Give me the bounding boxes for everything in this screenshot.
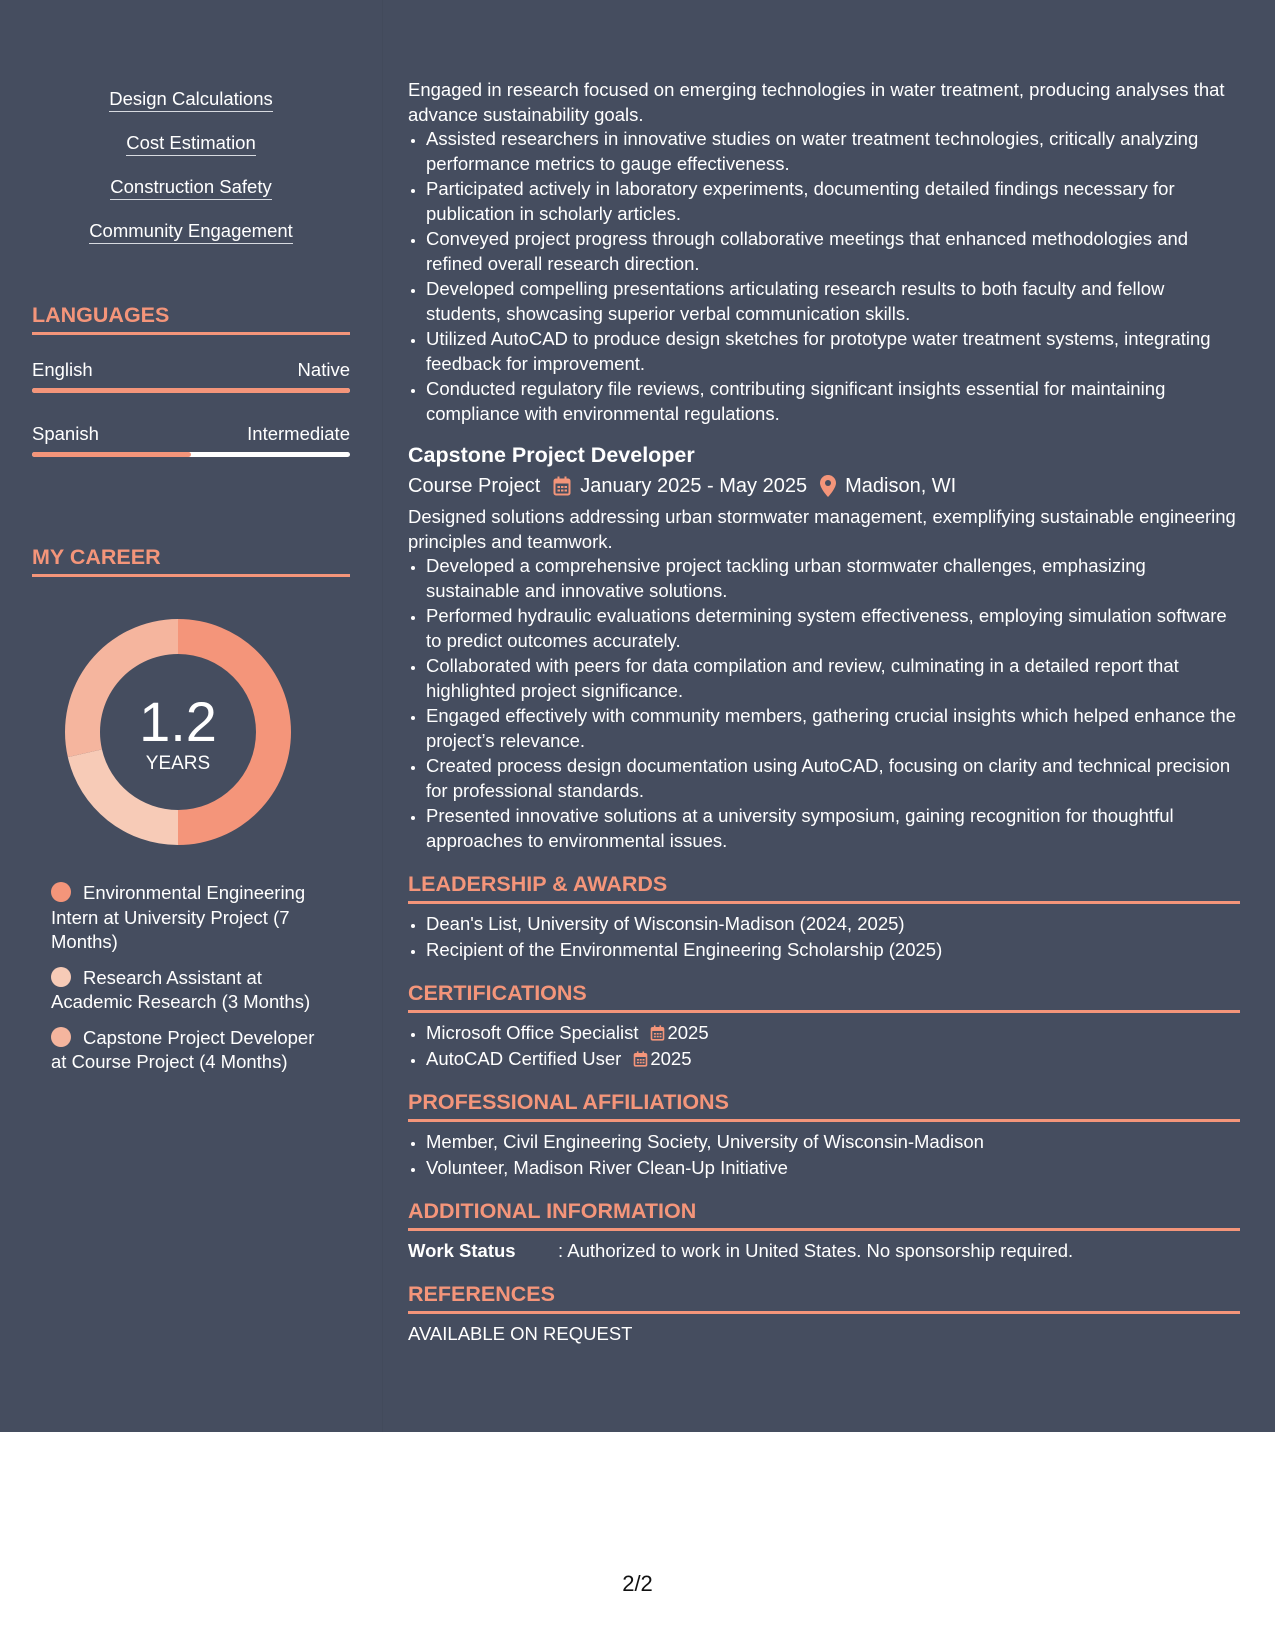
- location-pin-icon: [820, 475, 836, 497]
- list-item: • Volunteer, Madison River Clean-Up Initiative: [426, 1156, 1240, 1181]
- section-title: LEADERSHIP & AWARDS: [408, 871, 1240, 904]
- language-bar: [32, 388, 350, 393]
- work-status-value: : Authorized to work in United States. No sponsorship required.: [558, 1240, 1074, 1261]
- affiliations-list: [408, 1130, 1240, 1180]
- list-item: • Developed a comprehensive project tackling urban stormwater challenges, emphasizing sustainable and innovative solutions.: [426, 554, 1240, 603]
- affiliations-section: [408, 1089, 1240, 1180]
- legend-dot-icon: [51, 882, 71, 902]
- skill-item[interactable]: Community Engagement: [89, 220, 293, 244]
- job-title: Capstone Project Developer: [408, 443, 695, 467]
- skill-item[interactable]: Design Calculations: [109, 88, 273, 112]
- career-section: [32, 544, 350, 1072]
- section-title: CERTIFICATIONS: [408, 980, 1240, 1013]
- career-total-unit: YEARS: [145, 753, 211, 774]
- legend-label: Research Assistant at Academic Research (3 Months): [51, 966, 311, 1012]
- legend-label: Capstone Project Developer at Course Project (4 Months): [51, 1026, 315, 1072]
- language-level: Intermediate: [247, 423, 350, 444]
- legend-item: [51, 966, 321, 1015]
- legend-item: [51, 1026, 321, 1075]
- list-item: • Participated actively in laboratory experiments, documenting detailed findings necessary for publication in scholarly articles.: [426, 177, 1240, 226]
- language-name: Spanish: [32, 423, 99, 444]
- list-item: • Collaborated with peers for data compilation and review, culminating in a detailed report that highlighted project significance.: [426, 654, 1240, 703]
- skill-item[interactable]: Cost Estimation: [126, 132, 256, 156]
- cert-year: 2025: [667, 1022, 709, 1043]
- section-title: MY CAREER: [32, 544, 350, 577]
- list-item: [426, 1021, 1240, 1046]
- language-level: Native: [297, 359, 350, 380]
- legend-label: Environmental Engineering Intern at University Project (7 Months): [51, 882, 306, 952]
- language-bar: [32, 452, 350, 457]
- capstone-bullets: [408, 554, 1240, 853]
- career-legend: [51, 881, 321, 1086]
- job-dates: January 2025 - May 2025: [580, 475, 808, 497]
- cert-name: AutoCAD Certified User: [426, 1047, 622, 1069]
- skills-list: [32, 88, 350, 264]
- certifications-section: [408, 980, 1240, 1071]
- section-title: LANGUAGES: [32, 302, 350, 335]
- main-content: [408, 78, 1240, 1346]
- cert-date: [633, 1048, 691, 1069]
- section-title: ADDITIONAL INFORMATION: [408, 1198, 1240, 1231]
- list-item: • Assisted researchers in innovative studies on water treatment technologies, critically analyzing performance metrics to gauge effectiveness.: [426, 127, 1240, 176]
- list-item: • Performed hydraulic evaluations determining system effectiveness, employing simulation software to predict outcomes accurately.: [426, 604, 1240, 653]
- list-item: • Recipient of the Environmental Engineering Scholarship (2025): [426, 938, 1240, 963]
- language-row: [32, 423, 350, 445]
- additional-info-section: [408, 1198, 1240, 1263]
- language-bar-fill: [32, 452, 191, 457]
- job-summary: Designed solutions addressing urban stormwater management, exemplifying sustainable engineering principles and teamwork.: [408, 506, 1236, 552]
- references-section: [408, 1281, 1240, 1346]
- list-item: • Conducted regulatory file reviews, contributing significant insights essential for maintaining compliance with environmental regulations.: [426, 377, 1240, 426]
- list-item: • Engaged effectively with community members, gathering crucial insights which helped enhance the project’s relevance.: [426, 704, 1240, 753]
- calendar-icon: [633, 1051, 648, 1067]
- cert-date: [650, 1022, 708, 1043]
- calendar-icon: [553, 476, 571, 496]
- certifications-list: [408, 1021, 1240, 1071]
- legend-dot-icon: [51, 1027, 71, 1047]
- cert-year: 2025: [650, 1047, 692, 1069]
- calendar-icon: [650, 1025, 665, 1041]
- list-item: • Conveyed project progress through collaborative meetings that enhanced methodologies and refined overall research direction.: [426, 227, 1240, 276]
- sidebar: [0, 0, 383, 1432]
- research-summary: Engaged in research focused on emerging technologies in water treatment, producing analyses that advance sustainability goals.: [408, 79, 1225, 125]
- leadership-section: [408, 871, 1240, 962]
- list-item: • Member, Civil Engineering Society, University of Wisconsin-Madison: [426, 1130, 1240, 1155]
- legend-item: [51, 881, 321, 955]
- list-item: • Utilized AutoCAD to produce design sketches for prototype water treatment systems, integrating feedback for improvement.: [426, 327, 1240, 376]
- legend-dot-icon: [51, 967, 71, 987]
- language-row: [32, 359, 350, 381]
- section-title: REFERENCES: [408, 1281, 1240, 1314]
- list-item: • Dean's List, University of Wisconsin-Madison (2024, 2025): [426, 912, 1240, 937]
- work-status-label: Work Status: [408, 1240, 516, 1261]
- work-status-row: [408, 1239, 1240, 1263]
- skill-item[interactable]: Construction Safety: [110, 176, 271, 200]
- list-item: • Created process design documentation using AutoCAD, focusing on clarity and technical precision for professional standards.: [426, 754, 1240, 803]
- career-donut-chart: [65, 619, 291, 845]
- references-text: AVAILABLE ON REQUEST: [408, 1323, 633, 1344]
- research-bullets: [408, 127, 1240, 426]
- cert-name: Microsoft Office Specialist: [426, 1022, 639, 1043]
- job-location: Madison, WI: [845, 475, 957, 497]
- career-total-value: 1.2: [139, 690, 217, 753]
- job-org: Course Project: [408, 475, 541, 497]
- leadership-list: [408, 912, 1240, 962]
- job-meta: [408, 473, 1240, 499]
- page-number: 2/2: [622, 1571, 653, 1596]
- list-item: • Presented innovative solutions at a university symposium, gaining recognition for thoughtful approaches to environmental issues.: [426, 804, 1240, 853]
- language-name: English: [32, 359, 93, 380]
- section-title: PROFESSIONAL AFFILIATIONS: [408, 1089, 1240, 1122]
- list-item: [426, 1047, 1240, 1072]
- list-item: • Developed compelling presentations articulating research results to both faculty and fellow students, showcasing superior verbal communication skills.: [426, 277, 1240, 326]
- languages-section: [32, 302, 350, 457]
- language-bar-fill: [32, 388, 350, 393]
